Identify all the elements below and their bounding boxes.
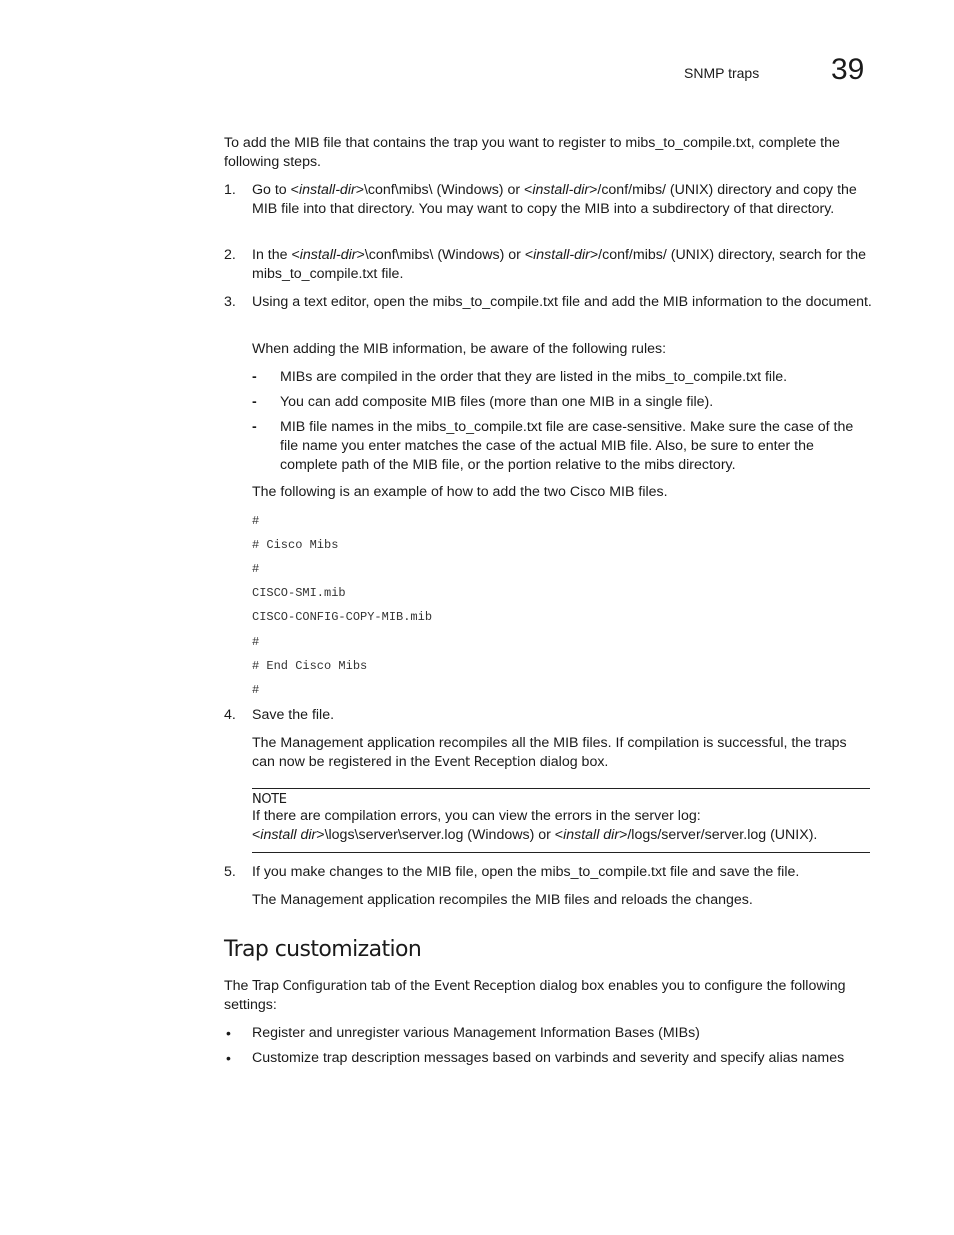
code-line: # [252, 562, 260, 576]
bullet-2-text: Customize trap description messages based on varbinds and severity and specify alias names [252, 1050, 845, 1066]
reload-paragraph: The Management application recompiles the MIB files and reloads the changes. [252, 892, 753, 908]
section-heading: Trap customization [224, 937, 422, 962]
rules-intro: When adding the MIB information, be aware of the following rules: [252, 341, 667, 357]
code-line: # [252, 683, 260, 697]
code-line: CISCO-SMI.mib [252, 586, 346, 600]
ui-label-event-reception: Event Reception [433, 979, 536, 994]
step-number-3: 3. [224, 294, 236, 310]
recompile-paragraph: The Management application recompiles all the MIB files. If compilation is successful, the traps can now be registered in the Event Reception dialog box. [252, 735, 847, 770]
step-1-text: Go to <install-dir>\conf\mibs\ (Windows) or <install-dir>/conf/mibs/ (UNIX) directory and copy the MIB file into that directory. You may want to copy the MIB into a subdirectory of that directory. [252, 182, 857, 217]
code-line: # [252, 514, 260, 528]
chapter-number: 39 [831, 53, 865, 86]
step-2-text: In the <install-dir>\conf\mibs\ (Windows) or <install-dir>/conf/mibs/ (UNIX) directory, search for the mibs_to_compile.txt file. [252, 247, 866, 282]
section-paragraph: The Trap Configuration tab of the Event Reception dialog box enables you to configure the following settings: [224, 978, 846, 1013]
step-number-5: 5. [224, 864, 236, 880]
code-line: # End Cisco Mibs [252, 659, 368, 673]
note-top-rule [252, 788, 870, 789]
step-number-4: 4. [224, 707, 236, 723]
note-title: NOTE [252, 792, 287, 807]
rule-marker-3: - [252, 419, 257, 435]
note-bottom-rule [252, 852, 870, 853]
note-line-1: If there are compilation errors, you can view the errors in the server log: [252, 808, 701, 824]
step-number-2: 2. [224, 247, 236, 263]
running-header-section: SNMP traps [684, 65, 760, 81]
note-line-2: <install dir>\logs\server\server.log (Windows) or <install dir>/logs/server/server.log (UNIX). [252, 827, 818, 843]
step-3-text: Using a text editor, open the mibs_to_compile.txt file and add the MIB information to the document. [252, 294, 872, 310]
rule-3-text: MIB file names in the mibs_to_compile.txt file are case-sensitive. Make sure the case of the file name you enter matches the case of the actual MIB file. Also, be sure to enter the complete path of the MIB file, or the portion relative to the mibs directory. [280, 419, 854, 473]
ui-label-trap-configuration: Trap Configuration [252, 979, 367, 994]
rule-1-text: MIBs are compiled in the order that they are listed in the mibs_to_compile.txt file. [280, 369, 788, 385]
intro-paragraph: To add the MIB file that contains the trap you want to register to mibs_to_compile.txt, complete the following steps. [224, 135, 840, 170]
step-4-text: Save the file. [252, 707, 335, 723]
step-number-1: 1. [224, 182, 236, 198]
code-line: # Cisco Mibs [252, 538, 339, 552]
rule-marker-1: - [252, 369, 257, 385]
rule-marker-2: - [252, 394, 257, 410]
bullet-1-text: Register and unregister various Management Information Bases (MIBs) [252, 1025, 700, 1041]
bullet-marker: • [226, 1025, 231, 1041]
code-line: # [252, 635, 260, 649]
ui-label-event-reception: Event Reception [434, 755, 536, 770]
code-line: CISCO-CONFIG-COPY-MIB.mib [252, 610, 433, 624]
bullet-marker: • [226, 1050, 231, 1066]
step-5-text: If you make changes to the MIB file, open the mibs_to_compile.txt file and save the file. [252, 864, 800, 880]
example-intro: The following is an example of how to add the two Cisco MIB files. [252, 484, 668, 500]
rule-2-text: You can add composite MIB files (more than one MIB in a single file). [280, 394, 714, 410]
